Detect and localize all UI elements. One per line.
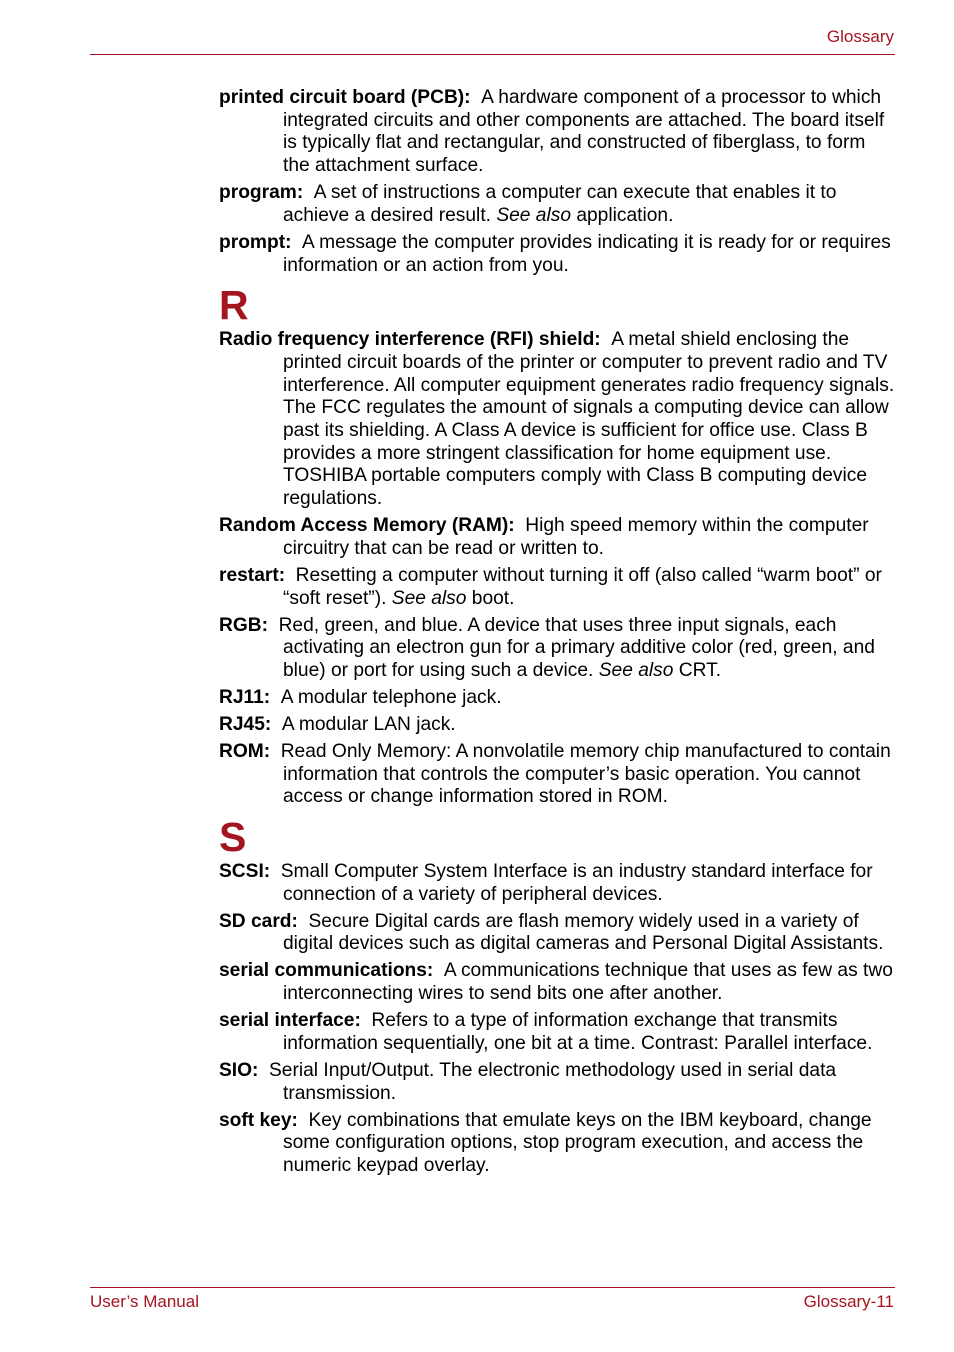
section-letter-r: R — [219, 282, 249, 329]
glossary-term: SCSI: — [219, 861, 271, 883]
glossary-definition: A hardware component of a processor to which integrated circuits and other components are attached. The board itself is typically flat and rectangular, and constructed of fiberglass, to form the attachment surface. — [283, 87, 885, 177]
glossary-term: RGB: — [219, 614, 269, 636]
glossary-term: prompt: — [219, 231, 292, 253]
glossary-term: Radio frequency interference (RFI) shield: — [219, 329, 601, 351]
glossary-content — [219, 87, 895, 1178]
glossary-entry — [219, 911, 895, 956]
see-also-label: See also — [598, 659, 674, 681]
glossary-entry — [219, 861, 895, 906]
see-also-label: See also — [496, 204, 571, 226]
running-header: Glossary — [826, 27, 894, 46]
glossary-entry — [219, 1060, 895, 1105]
glossary-entry — [219, 329, 895, 511]
footer-manual-title: User’s Manual — [90, 1292, 199, 1311]
glossary-definition: Refers to a type of information exchange that transmits information sequentially, one bit at a time. Contrast: Parallel interface. — [283, 1010, 873, 1054]
glossary-definition: Key combinations that emulate keys on the IBM keyboard, change some configuration options, stop program execution, and access the numeric keypad overlay. — [283, 1109, 872, 1176]
glossary-definition: A modular LAN jack. — [281, 713, 456, 735]
glossary-definition: Read Only Memory: A nonvolatile memory chip manufactured to contain information that controls the computer’s basic operation. You cannot access or change information stored in ROM. — [280, 740, 891, 808]
glossary-entry — [219, 182, 895, 227]
glossary-definition: A message the computer provides indicating it is ready for or requires information or an action from you. — [283, 231, 891, 276]
glossary-definition: A metal shield enclosing the printed circuit boards of the printer or computer to prevent radio and TV interference. All computer equipment generates radio frequency signals. The FCC regulates the amount of signals a computing device can allow past its shielding. A Class A device is sufficient for office use. Class B provides a more stringent classification for home equipment use. TOSHIBA portable computers comply with Class B computing device regulations. — [283, 329, 895, 510]
glossary-entry — [219, 687, 895, 710]
glossary-definition: Serial Input/Output. The electronic methodology used in serial data transmission. — [269, 1059, 837, 1104]
section-letter-s: S — [219, 814, 247, 861]
glossary-definition: High speed memory within the computer circuitry that can be read or written to. — [283, 515, 869, 559]
glossary-term: RJ11: — [219, 686, 271, 708]
glossary-definition: Small Computer System Interface is an industry standard interface for connection of a variety of peripheral devices. — [280, 861, 873, 905]
page-number: Glossary-11 — [803, 1292, 894, 1311]
glossary-entry — [219, 960, 895, 1005]
see-also-reference: application. — [576, 204, 674, 226]
see-also-reference: boot. — [471, 587, 515, 609]
see-also-label: See also — [391, 587, 467, 609]
glossary-term: Random Access Memory (RAM): — [219, 515, 515, 537]
glossary-term: program: — [219, 182, 304, 204]
glossary-term: restart: — [219, 564, 286, 586]
glossary-definition: Secure Digital cards are flash memory widely used in a variety of digital devices such as digital cameras and Personal Digital Assistants. — [283, 910, 884, 955]
see-also-reference: CRT. — [678, 659, 722, 681]
glossary-term: serial interface: — [219, 1010, 361, 1032]
glossary-entry — [219, 615, 895, 683]
glossary-term: ROM: — [219, 740, 271, 762]
glossary-term: SIO: — [219, 1059, 259, 1081]
glossary-entry — [219, 741, 895, 809]
glossary-entry — [219, 232, 895, 277]
glossary-term: RJ45: — [219, 713, 272, 735]
header-rule — [90, 54, 895, 55]
glossary-entry — [219, 87, 895, 178]
glossary-definition: Resetting a computer without turning it off (also called “warm boot” or “soft reset”). — [283, 564, 882, 609]
glossary-definition: A communications technique that uses as few as two interconnecting wires to send bits one after another. — [283, 960, 893, 1005]
footer-rule — [90, 1287, 895, 1288]
glossary-term: SD card: — [219, 910, 298, 932]
glossary-entry — [219, 515, 895, 560]
glossary-definition: A modular telephone jack. — [280, 686, 502, 708]
glossary-term: printed circuit board (PCB): — [219, 87, 471, 108]
glossary-definition: A set of instructions a computer can execute that enables it to achieve a desired result. — [283, 182, 837, 226]
glossary-definition: Red, green, and blue. A device that uses three input signals, each activating an electron gun for a primary additive color (red, green, and blue) or port for using such a device. — [278, 614, 875, 681]
glossary-entry — [219, 565, 895, 610]
glossary-entry — [219, 1110, 895, 1178]
glossary-term: soft key: — [219, 1109, 298, 1131]
glossary-entry — [219, 1010, 895, 1055]
glossary-entry — [219, 714, 895, 737]
glossary-term: serial communications: — [219, 960, 434, 982]
